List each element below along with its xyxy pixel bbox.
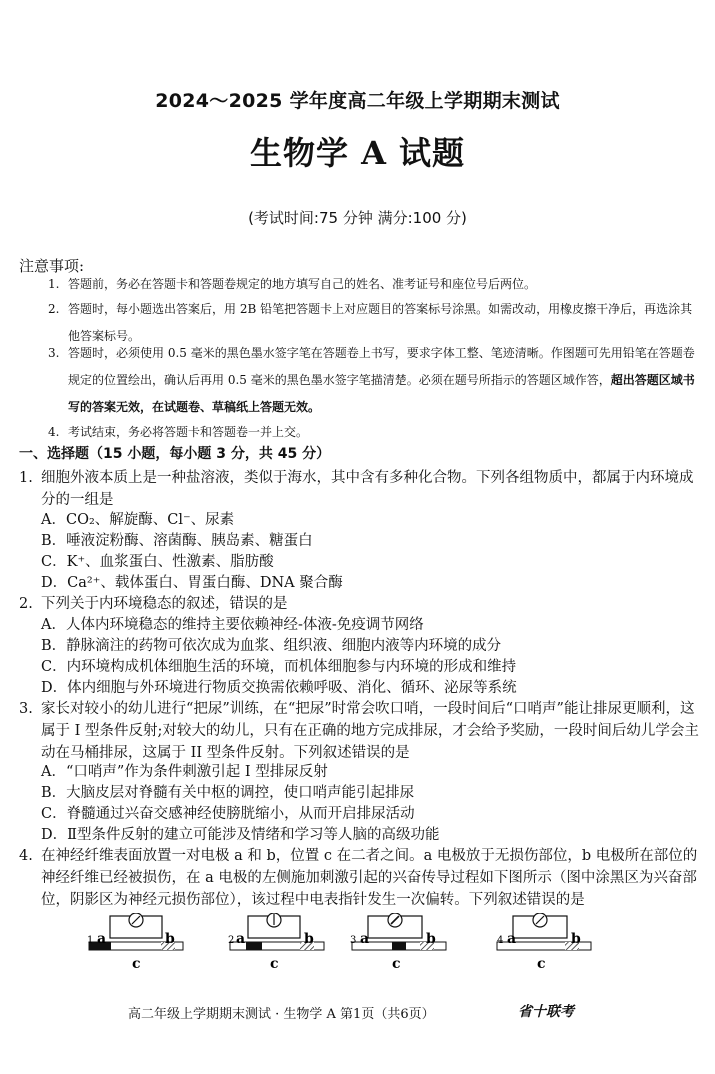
diagram-number: 3 bbox=[350, 935, 357, 946]
option-label: B． bbox=[41, 638, 67, 654]
option-label: D． bbox=[41, 827, 68, 843]
question-number: 3. bbox=[19, 701, 33, 717]
note-item-1 bbox=[48, 271, 698, 298]
diagram-number: 2 bbox=[228, 935, 235, 946]
q1-option-c bbox=[41, 551, 274, 573]
electrode-a-label: a bbox=[360, 931, 370, 947]
option-text: 人体内环境稳态的维持主要依赖神经-体液-免疫调节网络 bbox=[65, 617, 424, 633]
option-text: 静脉滴注的药物可依次成为血浆、组织液、细胞内液等内环境的成分 bbox=[66, 638, 502, 654]
note-number: 3. bbox=[48, 346, 60, 360]
note-text-bold: 超出答题区域书写的答案无效，在试题卷、草稿纸上答题无效。 bbox=[68, 373, 695, 414]
subject-title: 生物学 A 试题 bbox=[249, 134, 466, 172]
option-text: 体内细胞与外环境进行物质交换需依赖呼吸、消化、循环、泌尿等系统 bbox=[67, 680, 517, 696]
option-text: 大脑皮层对脊髓有关中枢的调控，使口哨声能引起排尿 bbox=[66, 785, 415, 801]
question-stem: 在神经纤维表面放置一对电极 a 和 b，位置 c 在二者之间。a 电极放于无损伤部位，b 电极所在部位的神经纤维已经被损伤，在 a 电极的左侧施加刺激引起的兴奋传导过程如下图所示（图中涂黑区为兴奋部位，阴影区为神经元损伤部位），该过程中电表指针发生一次偏转。下列叙述错误的是 bbox=[41, 848, 698, 908]
option-label: B． bbox=[41, 533, 67, 549]
nerve-diagram-1 bbox=[85, 913, 185, 973]
q2-option-c bbox=[41, 656, 516, 678]
note-number: 1. bbox=[48, 277, 60, 291]
q2-option-a bbox=[41, 614, 424, 636]
note-number: 2. bbox=[48, 302, 60, 316]
option-text: K⁺、血浆蛋白、性激素、脂肪酸 bbox=[66, 554, 274, 570]
option-label: A． bbox=[41, 617, 66, 633]
question-3 bbox=[19, 698, 699, 764]
q1-option-b bbox=[41, 530, 313, 552]
position-c-label: c bbox=[392, 956, 401, 972]
question-1 bbox=[19, 467, 699, 511]
question-stem: 下列关于内环境稳态的叙述，错误的是 bbox=[41, 596, 288, 612]
exam-title: 2024～2025 学年度高二年级上学期期末测试 bbox=[155, 90, 560, 112]
q3-option-b bbox=[41, 782, 414, 804]
option-label: B． bbox=[41, 785, 67, 801]
option-label: D． bbox=[41, 575, 68, 591]
section-heading: 一、选择题（15 小题，每小题 3 分，共 45 分） bbox=[19, 446, 331, 462]
nerve-diagram-4 bbox=[495, 913, 595, 973]
option-label: D． bbox=[41, 680, 68, 696]
question-number: 2. bbox=[19, 596, 33, 612]
q1-option-a bbox=[41, 509, 234, 531]
q1-option-d bbox=[41, 572, 343, 594]
exam-info: (考试时间:75 分钟 满分:100 分) bbox=[248, 209, 467, 227]
option-label: C． bbox=[41, 659, 67, 675]
electrode-b-label: b bbox=[571, 931, 581, 947]
nerve-diagram-3 bbox=[350, 913, 450, 973]
electrode-a-label: a bbox=[507, 931, 517, 947]
electrode-a-label: a bbox=[97, 931, 107, 947]
note-text: 考试结束，务必将答题卡和答题卷一并上交。 bbox=[68, 425, 309, 439]
note-number: 4. bbox=[48, 425, 60, 439]
position-c-label: c bbox=[537, 956, 546, 972]
option-text: 内环境构成机体细胞生活的环境，而机体细胞参与内环境的形成和维持 bbox=[66, 659, 517, 675]
option-text: “口哨声”作为条件刺激引起 I 型排尿反射 bbox=[65, 764, 328, 780]
option-text: 唾液淀粉酶、溶菌酶、胰岛素、糖蛋白 bbox=[66, 533, 313, 549]
option-label: C． bbox=[41, 554, 67, 570]
option-text: Ca²⁺、载体蛋白、胃蛋白酶、DNA 聚合酶 bbox=[67, 575, 343, 591]
notes-heading: 注意事项: bbox=[19, 257, 85, 275]
position-c-label: c bbox=[270, 956, 279, 972]
question-number: 1. bbox=[19, 470, 33, 486]
option-label: A． bbox=[41, 512, 66, 528]
q3-option-a bbox=[41, 761, 328, 783]
diagram-number: 4 bbox=[497, 935, 504, 946]
position-c-label: c bbox=[132, 956, 141, 972]
nerve-diagram-2 bbox=[228, 913, 328, 973]
diagram-number: 1 bbox=[87, 935, 94, 946]
electrode-b-label: b bbox=[165, 931, 175, 947]
option-label: A． bbox=[41, 764, 66, 780]
question-2 bbox=[19, 593, 699, 615]
page-footer: 高二年级上学期期末测试 · 生物学 A 第1页（共6页） bbox=[128, 1007, 435, 1022]
q3-option-c bbox=[41, 803, 415, 825]
footer-brand: 省十联考 bbox=[518, 1004, 574, 1020]
note-text bbox=[48, 340, 698, 421]
question-4 bbox=[19, 845, 699, 911]
note-item-3 bbox=[48, 340, 698, 421]
note-text: 答题前，务必在答题卡和答题卷规定的地方填写自己的姓名、准考证号和座位号后两位。 bbox=[68, 277, 537, 291]
option-text: Ⅱ型条件反射的建立可能涉及情绪和学习等人脑的高级功能 bbox=[67, 827, 440, 843]
q2-option-d bbox=[41, 677, 517, 699]
electrode-a-label: a bbox=[236, 931, 246, 947]
note-text: 答题时，每小题选出答案后，用 2B 铅笔把答题卡上对应题目的答案标号涂黑。如需改动，用橡皮擦干净后，再选涂其他答案标号。 bbox=[68, 302, 693, 343]
question-stem: 细胞外液本质上是一种盐溶液，类似于海水，其中含有多种化合物。下列各组物质中，都属于内环境成分的一组是 bbox=[41, 470, 694, 508]
q2-option-b bbox=[41, 635, 501, 657]
q3-option-d bbox=[41, 824, 440, 846]
electrode-b-label: b bbox=[304, 931, 314, 947]
option-text: CO₂、解旋酶、Cl⁻、尿素 bbox=[65, 512, 235, 528]
electrode-b-label: b bbox=[426, 931, 436, 947]
question-stem: 家长对较小的幼儿进行“把尿”训练，在“把尿”时常会吹口哨，一段时间后“口哨声”能让排尿更顺利，这属于 I 型条件反射;对较大的幼儿，只有在正确的地方完成排尿，才会给予奖励，一段时间后幼儿学会主动在马桶排尿，这属于 II 型条件反射。下列叙述错误的是 bbox=[41, 701, 699, 761]
option-label: C． bbox=[41, 806, 67, 822]
note-text-plain: 答题时，必须使用 0.5 毫米的黑色墨水签字笔在答题卷上书写，要求字体工整、笔迹清晰。作图题可先用铅笔在答题卷规定的位置绘出，确认后再用 0.5 毫米的黑色墨水签字笔描清楚。必须在题号所指示的答题区域作答， bbox=[68, 346, 695, 387]
note-item-4 bbox=[48, 419, 698, 446]
option-text: 脊髓通过兴奋交感神经使膀胱缩小，从而开启排尿活动 bbox=[66, 806, 415, 822]
question-number: 4. bbox=[19, 848, 33, 864]
